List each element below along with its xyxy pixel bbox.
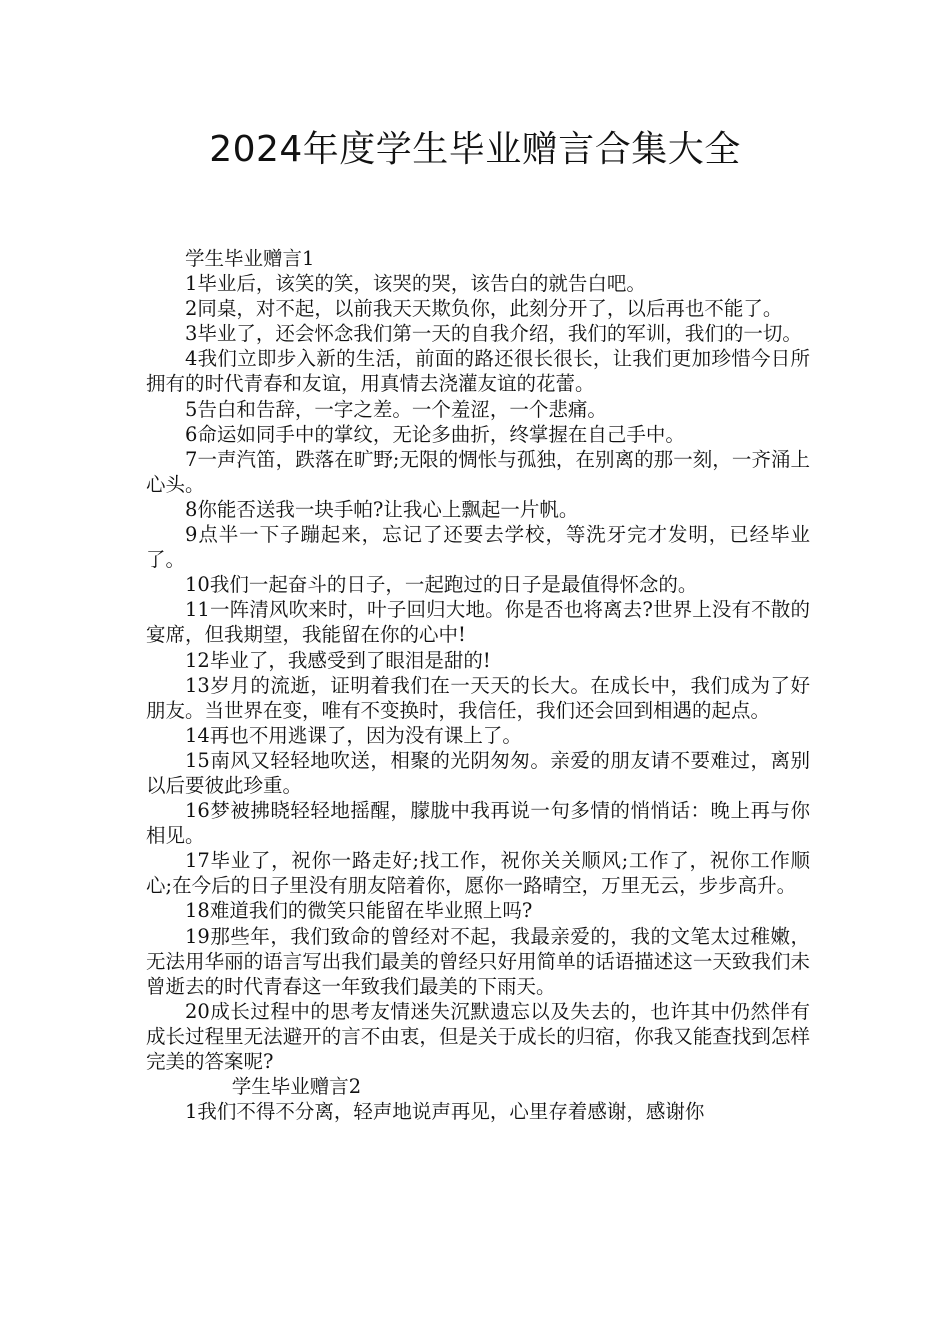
paragraph-1-1: 1毕业后，该笑的笑，该哭的哭，该告白的就告白吧。 xyxy=(185,272,646,296)
paragraph-1-20: 20成长过程中的思考友情迷失沉默遗忘以及失去的，也许其中仍然伴有成长过程里无法避开的言不由衷，但是关于成长的归宿，你我又能查找到怎样完美的答案呢? xyxy=(146,999,810,1073)
section-heading-2: 学生毕业赠言2 xyxy=(231,1075,362,1099)
document-title: 2024年度学生毕业赠言合集大全 xyxy=(209,129,741,170)
paragraph-1-10: 10我们一起奋斗的日子，一起跑过的日子是最值得怀念的。 xyxy=(185,573,698,597)
section-heading-1: 学生毕业赠言1 xyxy=(185,247,315,270)
paragraph-2-1: 1我们不得不分离，轻声地说声再见，心里存着感谢，感谢你 xyxy=(185,1100,705,1124)
paragraph-1-17: 17毕业了，祝你一路走好;找工作，祝你关关顺风;工作了，祝你工作顺心;在今后的日子里没有朋友陪着你，愿你一路晴空，万里无云，步步高升。 xyxy=(146,849,810,898)
paragraph-1-12: 12毕业了，我感受到了眼泪是甜的! xyxy=(185,648,491,672)
paragraph-1-18: 18难道我们的微笑只能留在毕业照上吗? xyxy=(185,899,533,923)
paragraph-1-5: 5告白和告辞，一字之差。一个羞涩，一个悲痛。 xyxy=(185,397,607,421)
paragraph-1-11: 11一阵清风吹来时，叶子回归大地。你是否也将离去?世界上没有不散的宴席，但我期望，我能留在你的心中! xyxy=(146,598,810,647)
document-body xyxy=(146,246,810,1124)
paragraph-1-14: 14再也不用逃课了，因为没有课上了。 xyxy=(185,723,522,747)
paragraph-1-7: 7一声汽笛，跌落在旷野;无限的惆怅与孤独，在别离的那一刻，一齐涌上心头。 xyxy=(146,447,810,496)
paragraph-1-19: 19那些年，我们致命的曾经对不起，我最亲爱的，我的文笔太过稚嫩，无法用华丽的语言写出我们最美的曾经只好用简单的话语描述这一天致我们未曾逝去的时代青春这一年致我们最美的下雨天。 xyxy=(146,924,810,998)
paragraph-1-4: 4我们立即步入新的生活，前面的路还很长很长，让我们更加珍惜今日所拥有的时代青春和友谊，用真情去浇灌友谊的花蕾。 xyxy=(146,347,810,396)
paragraph-1-2: 2同桌，对不起，以前我天天欺负你，此刻分开了，以后再也不能了。 xyxy=(185,297,783,321)
paragraph-1-3: 3毕业了，还会怀念我们第一天的自我介绍，我们的军训，我们的一切。 xyxy=(185,322,802,346)
paragraph-1-9: 9点半一下子蹦起来，忘记了还要去学校，等洗牙完才发明，已经毕业了。 xyxy=(146,523,810,572)
paragraph-1-16: 16梦被拂晓轻轻地摇醒，朦胧中我再说一句多情的悄悄话：晚上再与你相见。 xyxy=(146,799,810,848)
paragraph-1-8: 8你能否送我一块手帕?让我心上飘起一片帆。 xyxy=(185,497,579,521)
paragraph-1-13: 13岁月的流逝，证明着我们在一天天的长大。在成长中，我们成为了好朋友。当世界在变，唯有不变换时，我信任，我们还会回到相遇的起点。 xyxy=(146,673,810,722)
paragraph-1-15: 15南风又轻轻地吹送，相聚的光阴匆匆。亲爱的朋友请不要难过，离别以后要彼此珍重。 xyxy=(146,748,810,797)
paragraph-1-6: 6命运如同手中的掌纹，无论多曲折，终掌握在自己手中。 xyxy=(185,422,685,446)
